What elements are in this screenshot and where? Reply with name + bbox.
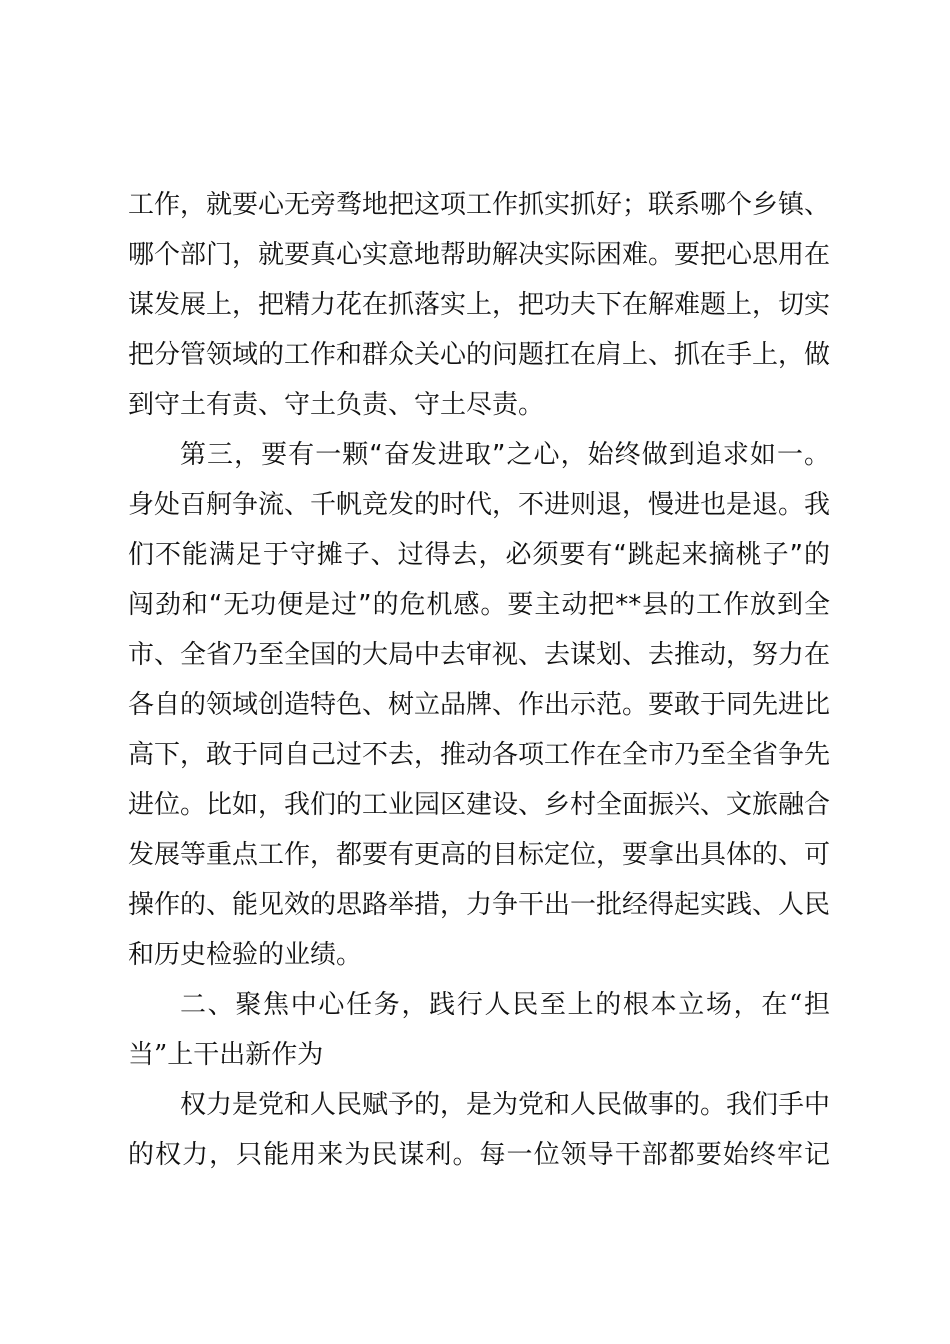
text-line: 进位。比如，我们的工业园区建设、乡村全面振兴、文旅融合 bbox=[128, 790, 831, 820]
text-line: 高下，敢于同自己过不去，推动各项工作在全市乃至全省争先 bbox=[128, 740, 831, 770]
text-line: 和历史检验的业绩。 bbox=[128, 940, 363, 970]
text-line: 哪个部门，就要真心实意地帮助解决实际困难。要把心思用在 bbox=[128, 240, 831, 270]
section-heading-line: 当”上干出新作为 bbox=[128, 1040, 324, 1070]
section-heading-line: 二、聚焦中心任务，践行人民至上的根本立场，在“担 bbox=[180, 990, 830, 1020]
text-line: 各自的领域创造特色、树立品牌、作出示范。要敢于同先进比 bbox=[128, 690, 831, 720]
text-line: 第三，要有一颗“奋发进取”之心，始终做到追求如一。 bbox=[180, 440, 830, 470]
text-line: 闯劲和“无功便是过”的危机感。要主动把**县的工作放到全 bbox=[128, 590, 830, 620]
text-line: 身处百舸争流、千帆竞发的时代，不进则退，慢进也是退。我 bbox=[128, 490, 831, 520]
text-line: 把分管领域的工作和群众关心的问题扛在肩上、抓在手上，做 bbox=[128, 340, 831, 370]
text-line: 发展等重点工作，都要有更高的目标定位，要拿出具体的、可 bbox=[128, 840, 831, 870]
text-line: 市、全省乃至全国的大局中去审视、去谋划、去推动，努力在 bbox=[128, 640, 831, 670]
text-line: 工作，就要心无旁骛地把这项工作抓实抓好；联系哪个乡镇、 bbox=[128, 190, 831, 220]
text-line: 操作的、能见效的思路举措，力争干出一批经得起实践、人民 bbox=[128, 890, 831, 920]
text-line: 权力是党和人民赋予的，是为党和人民做事的。我们手中 bbox=[180, 1090, 831, 1120]
text-line: 们不能满足于守摊子、过得去，必须要有“跳起来摘桃子”的 bbox=[128, 540, 830, 570]
text-line: 谋发展上，把精力花在抓落实上，把功夫下在解难题上，切实 bbox=[128, 290, 831, 320]
text-line: 到守土有责、守土负责、守土尽责。 bbox=[128, 390, 545, 420]
text-line: 的权力，只能用来为民谋利。每一位领导干部都要始终牢记 bbox=[128, 1140, 830, 1170]
